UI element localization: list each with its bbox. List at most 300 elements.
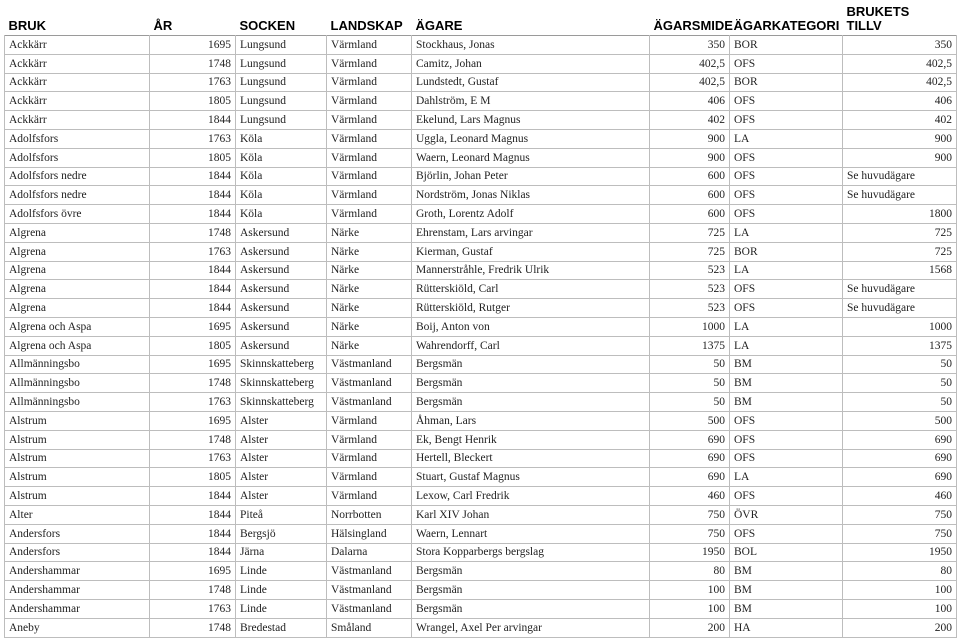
cell-landskap: Norrbotten <box>327 505 412 524</box>
cell-agare: Waern, Lennart <box>412 524 650 543</box>
cell-bruk: Andersfors <box>5 524 150 543</box>
table-row <box>5 186 957 205</box>
cell-socken: Järna <box>236 543 327 562</box>
cell-bruk: Ackkärr <box>5 92 150 111</box>
cell-agare: Mannerstråhle, Fredrik Ulrik <box>412 261 650 280</box>
cell-landskap: Värmland <box>327 186 412 205</box>
cell-agarkategori: OFS <box>730 148 843 167</box>
cell-bruk: Algrena <box>5 280 150 299</box>
cell-socken: Askersund <box>236 242 327 261</box>
cell-brukets-tillv: 100 <box>843 599 957 618</box>
cell-landskap: Värmland <box>327 449 412 468</box>
cell-agarsmide: 1950 <box>650 543 730 562</box>
header-brukets-tillv <box>843 0 957 36</box>
cell-landskap: Närke <box>327 223 412 242</box>
table-body <box>5 36 957 638</box>
table-row <box>5 355 957 374</box>
table-row <box>5 205 957 224</box>
table-row <box>5 336 957 355</box>
cell-ar: 1748 <box>150 430 236 449</box>
cell-agare: Stora Kopparbergs bergslag <box>412 543 650 562</box>
cell-agarsmide: 200 <box>650 618 730 637</box>
table-row <box>5 524 957 543</box>
cell-ar: 1748 <box>150 618 236 637</box>
cell-ar: 1695 <box>150 562 236 581</box>
cell-socken: Lungsund <box>236 111 327 130</box>
cell-brukets-tillv: 690 <box>843 468 957 487</box>
cell-brukets-tillv: 690 <box>843 449 957 468</box>
cell-ar: 1805 <box>150 148 236 167</box>
cell-agarsmide: 1375 <box>650 336 730 355</box>
cell-socken: Askersund <box>236 280 327 299</box>
cell-brukets-tillv: Se huvudägare <box>843 167 957 186</box>
table-row <box>5 449 957 468</box>
cell-agare: Bergsmän <box>412 581 650 600</box>
cell-bruk: Alstrum <box>5 430 150 449</box>
cell-socken: Askersund <box>236 336 327 355</box>
cell-brukets-tillv: 725 <box>843 223 957 242</box>
cell-agarsmide: 1000 <box>650 317 730 336</box>
cell-brukets-tillv: 50 <box>843 355 957 374</box>
cell-agarkategori: LA <box>730 468 843 487</box>
cell-agarsmide: 690 <box>650 430 730 449</box>
cell-socken: Alster <box>236 468 327 487</box>
cell-bruk: Alter <box>5 505 150 524</box>
cell-agarkategori: OFS <box>730 186 843 205</box>
cell-socken: Linde <box>236 599 327 618</box>
cell-socken: Köla <box>236 148 327 167</box>
cell-brukets-tillv: Se huvudägare <box>843 280 957 299</box>
cell-bruk: Adolfsfors övre <box>5 205 150 224</box>
cell-agarsmide: 500 <box>650 411 730 430</box>
cell-brukets-tillv: 750 <box>843 505 957 524</box>
cell-socken: Bergsjö <box>236 524 327 543</box>
cell-agarkategori: BM <box>730 581 843 600</box>
cell-agarsmide: 523 <box>650 299 730 318</box>
cell-brukets-tillv: 725 <box>843 242 957 261</box>
cell-brukets-tillv: Se huvudägare <box>843 299 957 318</box>
cell-socken: Skinnskatteberg <box>236 393 327 412</box>
cell-agare: Ehrenstam, Lars arvingar <box>412 223 650 242</box>
cell-brukets-tillv: 460 <box>843 487 957 506</box>
cell-brukets-tillv: 500 <box>843 411 957 430</box>
cell-landskap: Närke <box>327 242 412 261</box>
cell-agarkategori: LA <box>730 129 843 148</box>
cell-agarsmide: 80 <box>650 562 730 581</box>
cell-brukets-tillv: 200 <box>843 618 957 637</box>
cell-socken: Askersund <box>236 299 327 318</box>
cell-agarsmide: 50 <box>650 393 730 412</box>
cell-ar: 1844 <box>150 524 236 543</box>
cell-brukets-tillv: 50 <box>843 393 957 412</box>
table-row <box>5 111 957 130</box>
cell-agarsmide: 600 <box>650 167 730 186</box>
cell-ar: 1844 <box>150 299 236 318</box>
cell-bruk: Adolfsfors <box>5 148 150 167</box>
cell-agarsmide: 600 <box>650 205 730 224</box>
cell-socken: Askersund <box>236 261 327 280</box>
cell-landskap: Värmland <box>327 129 412 148</box>
cell-agarkategori: LA <box>730 223 843 242</box>
cell-agare: Bergsmän <box>412 393 650 412</box>
cell-bruk: Algrena <box>5 261 150 280</box>
cell-ar: 1748 <box>150 54 236 73</box>
cell-landskap: Värmland <box>327 73 412 92</box>
cell-ar: 1805 <box>150 92 236 111</box>
cell-landskap: Småland <box>327 618 412 637</box>
cell-agare: Wahrendorff, Carl <box>412 336 650 355</box>
cell-agare: Stuart, Gustaf Magnus <box>412 468 650 487</box>
cell-agarkategori: OFS <box>730 487 843 506</box>
cell-agarsmide: 523 <box>650 261 730 280</box>
cell-bruk: Allmänningsbo <box>5 355 150 374</box>
cell-agarkategori: BOR <box>730 36 843 55</box>
cell-bruk: Algrena <box>5 223 150 242</box>
cell-agarkategori: BOR <box>730 242 843 261</box>
cell-ar: 1844 <box>150 505 236 524</box>
cell-agarsmide: 460 <box>650 487 730 506</box>
cell-socken: Alster <box>236 449 327 468</box>
cell-agarsmide: 100 <box>650 599 730 618</box>
cell-agarsmide: 750 <box>650 524 730 543</box>
table-row <box>5 261 957 280</box>
cell-agare: Kierman, Gustaf <box>412 242 650 261</box>
cell-landskap: Värmland <box>327 36 412 55</box>
cell-bruk: Adolfsfors nedre <box>5 167 150 186</box>
table-row <box>5 299 957 318</box>
cell-agarkategori: LA <box>730 261 843 280</box>
cell-agare: Björlin, Johan Peter <box>412 167 650 186</box>
cell-agare: Stockhaus, Jonas <box>412 36 650 55</box>
cell-landskap: Värmland <box>327 92 412 111</box>
cell-landskap: Västmanland <box>327 393 412 412</box>
cell-ar: 1844 <box>150 487 236 506</box>
cell-brukets-tillv: 1000 <box>843 317 957 336</box>
cell-agarkategori: BM <box>730 562 843 581</box>
cell-agare: Waern, Leonard Magnus <box>412 148 650 167</box>
table-row <box>5 468 957 487</box>
cell-landskap: Värmland <box>327 167 412 186</box>
cell-landskap: Västmanland <box>327 355 412 374</box>
cell-ar: 1805 <box>150 336 236 355</box>
table-row <box>5 393 957 412</box>
cell-socken: Lungsund <box>236 73 327 92</box>
table-row <box>5 411 957 430</box>
header-agare: ÄGARE <box>415 18 463 33</box>
table-row <box>5 430 957 449</box>
cell-landskap: Värmland <box>327 111 412 130</box>
cell-bruk: Alstrum <box>5 468 150 487</box>
cell-bruk: Alstrum <box>5 411 150 430</box>
cell-ar: 1844 <box>150 167 236 186</box>
cell-socken: Alster <box>236 411 327 430</box>
cell-landskap: Närke <box>327 317 412 336</box>
cell-socken: Askersund <box>236 223 327 242</box>
cell-agare: Dahlström, E M <box>412 92 650 111</box>
cell-brukets-tillv: 402 <box>843 111 957 130</box>
cell-agarsmide: 725 <box>650 242 730 261</box>
cell-agarkategori: OFS <box>730 167 843 186</box>
cell-agarsmide: 900 <box>650 148 730 167</box>
cell-ar: 1763 <box>150 449 236 468</box>
cell-socken: Skinnskatteberg <box>236 374 327 393</box>
cell-socken: Skinnskatteberg <box>236 355 327 374</box>
cell-agarkategori: BM <box>730 393 843 412</box>
cell-agare: Uggla, Leonard Magnus <box>412 129 650 148</box>
cell-agarkategori: OFS <box>730 54 843 73</box>
cell-landskap: Västmanland <box>327 374 412 393</box>
cell-ar: 1844 <box>150 543 236 562</box>
cell-ar: 1748 <box>150 374 236 393</box>
cell-landskap: Närke <box>327 336 412 355</box>
cell-agarkategori: OFS <box>730 205 843 224</box>
cell-brukets-tillv: 1375 <box>843 336 957 355</box>
cell-agare: Groth, Lorentz Adolf <box>412 205 650 224</box>
cell-agarsmide: 50 <box>650 374 730 393</box>
table-row <box>5 280 957 299</box>
cell-socken: Askersund <box>236 317 327 336</box>
header-agarkategori: ÄGARKATEGORI <box>733 18 840 33</box>
cell-agarkategori: OFS <box>730 524 843 543</box>
cell-ar: 1844 <box>150 261 236 280</box>
cell-ar: 1805 <box>150 468 236 487</box>
cell-socken: Linde <box>236 581 327 600</box>
cell-brukets-tillv: 690 <box>843 430 957 449</box>
cell-brukets-tillv: 750 <box>843 524 957 543</box>
cell-ar: 1695 <box>150 411 236 430</box>
cell-landskap: Hälsingland <box>327 524 412 543</box>
cell-agare: Hertell, Bleckert <box>412 449 650 468</box>
cell-ar: 1695 <box>150 355 236 374</box>
table-row <box>5 92 957 111</box>
cell-ar: 1844 <box>150 280 236 299</box>
cell-brukets-tillv: 100 <box>843 581 957 600</box>
cell-bruk: Algrena och Aspa <box>5 317 150 336</box>
table-row <box>5 73 957 92</box>
cell-bruk: Adolfsfors <box>5 129 150 148</box>
ironworks-table <box>4 0 957 638</box>
cell-socken: Köla <box>236 186 327 205</box>
header-bruk: BRUK <box>8 18 47 33</box>
cell-socken: Lungsund <box>236 54 327 73</box>
cell-ar: 1763 <box>150 242 236 261</box>
cell-socken: Piteå <box>236 505 327 524</box>
header-tillv-line2: TILLV <box>846 18 882 33</box>
cell-bruk: Ackkärr <box>5 73 150 92</box>
cell-bruk: Andershammar <box>5 581 150 600</box>
cell-bruk: Alstrum <box>5 449 150 468</box>
cell-brukets-tillv: 50 <box>843 374 957 393</box>
cell-socken: Köla <box>236 129 327 148</box>
cell-landskap: Dalarna <box>327 543 412 562</box>
cell-agarsmide: 725 <box>650 223 730 242</box>
cell-agarkategori: BM <box>730 599 843 618</box>
cell-agarkategori: BOL <box>730 543 843 562</box>
cell-agarkategori: OFS <box>730 299 843 318</box>
cell-ar: 1763 <box>150 73 236 92</box>
cell-ar: 1695 <box>150 317 236 336</box>
cell-bruk: Allmänningsbo <box>5 393 150 412</box>
table-row <box>5 317 957 336</box>
cell-socken: Alster <box>236 430 327 449</box>
cell-bruk: Algrena <box>5 299 150 318</box>
header-ar: ÅR <box>153 18 173 33</box>
table-row <box>5 223 957 242</box>
cell-landskap: Västmanland <box>327 599 412 618</box>
cell-landskap: Värmland <box>327 411 412 430</box>
cell-agarkategori: BOR <box>730 73 843 92</box>
cell-agarkategori: OFS <box>730 280 843 299</box>
cell-ar: 1763 <box>150 393 236 412</box>
cell-ar: 1763 <box>150 599 236 618</box>
cell-landskap: Värmland <box>327 487 412 506</box>
cell-agare: Rütterskiöld, Carl <box>412 280 650 299</box>
cell-bruk: Alstrum <box>5 487 150 506</box>
cell-brukets-tillv: 900 <box>843 129 957 148</box>
cell-agarsmide: 402,5 <box>650 54 730 73</box>
cell-agare: Camitz, Johan <box>412 54 650 73</box>
cell-bruk: Andershammar <box>5 599 150 618</box>
cell-agarsmide: 750 <box>650 505 730 524</box>
cell-ar: 1748 <box>150 581 236 600</box>
cell-landskap: Närke <box>327 261 412 280</box>
cell-brukets-tillv: 1800 <box>843 205 957 224</box>
cell-bruk: Ackkärr <box>5 36 150 55</box>
cell-brukets-tillv: 402,5 <box>843 54 957 73</box>
table-row <box>5 487 957 506</box>
table-row <box>5 505 957 524</box>
cell-agare: Bergsmän <box>412 355 650 374</box>
cell-agare: Ek, Bengt Henrik <box>412 430 650 449</box>
cell-agarkategori: HA <box>730 618 843 637</box>
cell-socken: Lungsund <box>236 36 327 55</box>
cell-agarsmide: 690 <box>650 468 730 487</box>
cell-agare: Karl XIV Johan <box>412 505 650 524</box>
cell-agare: Ekelund, Lars Magnus <box>412 111 650 130</box>
cell-bruk: Aneby <box>5 618 150 637</box>
cell-agarkategori: OFS <box>730 430 843 449</box>
table-row <box>5 562 957 581</box>
cell-agarsmide: 406 <box>650 92 730 111</box>
cell-bruk: Andersfors <box>5 543 150 562</box>
table-row <box>5 599 957 618</box>
cell-ar: 1844 <box>150 111 236 130</box>
cell-agarkategori: OFS <box>730 92 843 111</box>
cell-agarsmide: 100 <box>650 581 730 600</box>
cell-landskap: Västmanland <box>327 581 412 600</box>
header-socken: SOCKEN <box>239 18 296 33</box>
cell-landskap: Värmland <box>327 430 412 449</box>
header-landskap: LANDSKAP <box>330 18 403 33</box>
table-row <box>5 618 957 637</box>
cell-bruk: Andershammar <box>5 562 150 581</box>
cell-landskap: Värmland <box>327 468 412 487</box>
cell-brukets-tillv: Se huvudägare <box>843 186 957 205</box>
cell-agarkategori: OFS <box>730 411 843 430</box>
spreadsheet <box>4 0 956 638</box>
cell-ar: 1748 <box>150 223 236 242</box>
cell-brukets-tillv: 1568 <box>843 261 957 280</box>
table-row <box>5 167 957 186</box>
cell-ar: 1763 <box>150 129 236 148</box>
cell-agare: Boij, Anton von <box>412 317 650 336</box>
table-row <box>5 36 957 55</box>
cell-brukets-tillv: 80 <box>843 562 957 581</box>
cell-socken: Lungsund <box>236 92 327 111</box>
header-row <box>5 0 957 36</box>
cell-ar: 1844 <box>150 186 236 205</box>
cell-socken: Köla <box>236 167 327 186</box>
cell-bruk: Algrena <box>5 242 150 261</box>
cell-agarsmide: 350 <box>650 36 730 55</box>
header-agarsmide: ÄGARSMIDE <box>653 18 733 33</box>
cell-agarkategori: OFS <box>730 111 843 130</box>
cell-bruk: Ackkärr <box>5 54 150 73</box>
table-row <box>5 148 957 167</box>
cell-brukets-tillv: 350 <box>843 36 957 55</box>
cell-agarkategori: BM <box>730 355 843 374</box>
header-tillv-line1: BRUKETS <box>846 4 910 19</box>
cell-landskap: Närke <box>327 280 412 299</box>
cell-agarkategori: BM <box>730 374 843 393</box>
cell-agarkategori: LA <box>730 336 843 355</box>
cell-agare: Bergsmän <box>412 562 650 581</box>
cell-landskap: Värmland <box>327 54 412 73</box>
table-row <box>5 543 957 562</box>
cell-agarsmide: 600 <box>650 186 730 205</box>
cell-landskap: Värmland <box>327 148 412 167</box>
cell-bruk: Algrena och Aspa <box>5 336 150 355</box>
cell-brukets-tillv: 406 <box>843 92 957 111</box>
cell-bruk: Adolfsfors nedre <box>5 186 150 205</box>
cell-socken: Bredestad <box>236 618 327 637</box>
table-row <box>5 374 957 393</box>
cell-agarsmide: 50 <box>650 355 730 374</box>
cell-agare: Wrangel, Axel Per arvingar <box>412 618 650 637</box>
cell-agarkategori: LA <box>730 317 843 336</box>
cell-socken: Alster <box>236 487 327 506</box>
cell-agare: Bergsmän <box>412 374 650 393</box>
cell-landskap: Värmland <box>327 205 412 224</box>
cell-agarsmide: 523 <box>650 280 730 299</box>
cell-agare: Lundstedt, Gustaf <box>412 73 650 92</box>
table-row <box>5 581 957 600</box>
cell-socken: Linde <box>236 562 327 581</box>
cell-agarsmide: 402 <box>650 111 730 130</box>
cell-bruk: Allmänningsbo <box>5 374 150 393</box>
cell-landskap: Närke <box>327 299 412 318</box>
table-row <box>5 242 957 261</box>
cell-ar: 1695 <box>150 36 236 55</box>
cell-agare: Nordström, Jonas Niklas <box>412 186 650 205</box>
cell-agare: Åhman, Lars <box>412 411 650 430</box>
cell-brukets-tillv: 402,5 <box>843 73 957 92</box>
cell-ar: 1844 <box>150 205 236 224</box>
cell-agarsmide: 900 <box>650 129 730 148</box>
cell-agarsmide: 690 <box>650 449 730 468</box>
cell-landskap: Västmanland <box>327 562 412 581</box>
cell-agarkategori: ÖVR <box>730 505 843 524</box>
cell-agarsmide: 402,5 <box>650 73 730 92</box>
table-row <box>5 129 957 148</box>
cell-agare: Bergsmän <box>412 599 650 618</box>
table-row <box>5 54 957 73</box>
cell-agare: Lexow, Carl Fredrik <box>412 487 650 506</box>
cell-agare: Rütterskiöld, Rutger <box>412 299 650 318</box>
cell-socken: Köla <box>236 205 327 224</box>
cell-bruk: Ackkärr <box>5 111 150 130</box>
cell-agarkategori: OFS <box>730 449 843 468</box>
